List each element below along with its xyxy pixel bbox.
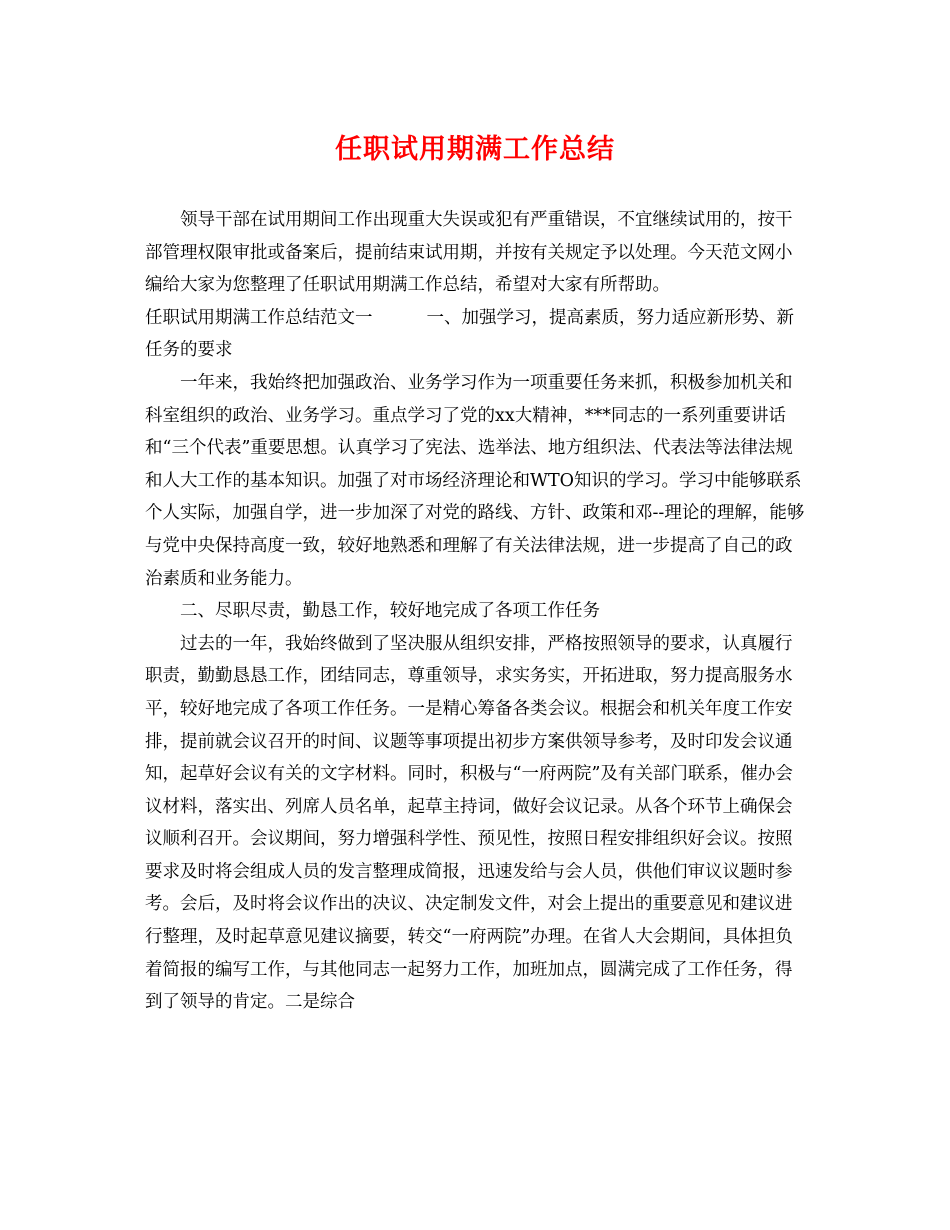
sample-heading-line — [145, 302, 805, 367]
document-body — [145, 204, 805, 1019]
section2-heading: 二、尽职尽责，勤恳工作，较好地完成了各项工作任务 — [180, 601, 600, 622]
sample-label: 任职试用期满工作总结范文一 — [145, 307, 373, 328]
document-title: 任职试用期满工作总结 — [335, 134, 615, 165]
section1-heading: 一、加强学习，提高素质，努力适应新形势、新任务的要求 — [145, 307, 794, 361]
section2-paragraph: 过去的一年，我始终做到了坚决服从组织安排，严格按照领导的要求，认真履行职责，勤勤恳恳工作，团结同志，尊重领导，求实务实，开拓进取，努力提高服务水平，较好地完成了各项工作任务。一是精心筹备各类会议。根据会和机关年度工作安排，提前就会议召开的时间、议题等事项提出初步方案供领导参考，及时印发会议通知，起草好会议有关的文字材料。同时，积极与“一府两院”及有关部门联系，催办会议材料，落实出、列席人员名单，起草主持词，做好会议记录。从各个环节上确保会议顺利召开。会议期间，努力增强科学性、预见性，按照日程安排组织好会议。按照要求及时将会组成人员的发言整理成简报，迅速发给与会人员，供他们审议议题时参考。会后，及时将会议作出的决议、决定制发文件，对会上提出的重要意见和建议进行整理，及时起草意见建议摘要，转交“一府两院”办理。在省人大会期间，具体担负着简报的编写工作，与其他同志一起努力工作，加班加点，圆满完成了工作任务，得到了领导的肯定。二是综合 — [145, 633, 793, 1013]
section1-paragraph: 一年来，我始终把加强政治、业务学习作为一项重要任务来抓，积极参加机关和科室组织的政治、业务学习。重点学习了党的xx大精神，***同志的一系列重要讲话和“三个代表”重要思想。认真学习了宪法、选举法、地方组织法、代表法等法律法规和人大工作的基本知识。加强了对市场经济理论和WTO知识的学习。学习中能够联系个人实际，加强自学，进一步加深了对党的路线、方针、政策和邓--理论的理解，能够与党中央保持高度一致，较好地熟悉和理解了有关法律法规，进一步提高了自己的政治素质和业务能力。 — [145, 372, 805, 589]
intro-paragraph: 领导干部在试用期间工作出现重大失误或犯有严重错误，不宜继续试用的，按干部管理权限审批或备案后，提前结束试用期，并按有关规定予以处理。今天范文网小编给大家为您整理了任职试用期满工作总结，希望对大家有所帮助。 — [145, 210, 793, 296]
